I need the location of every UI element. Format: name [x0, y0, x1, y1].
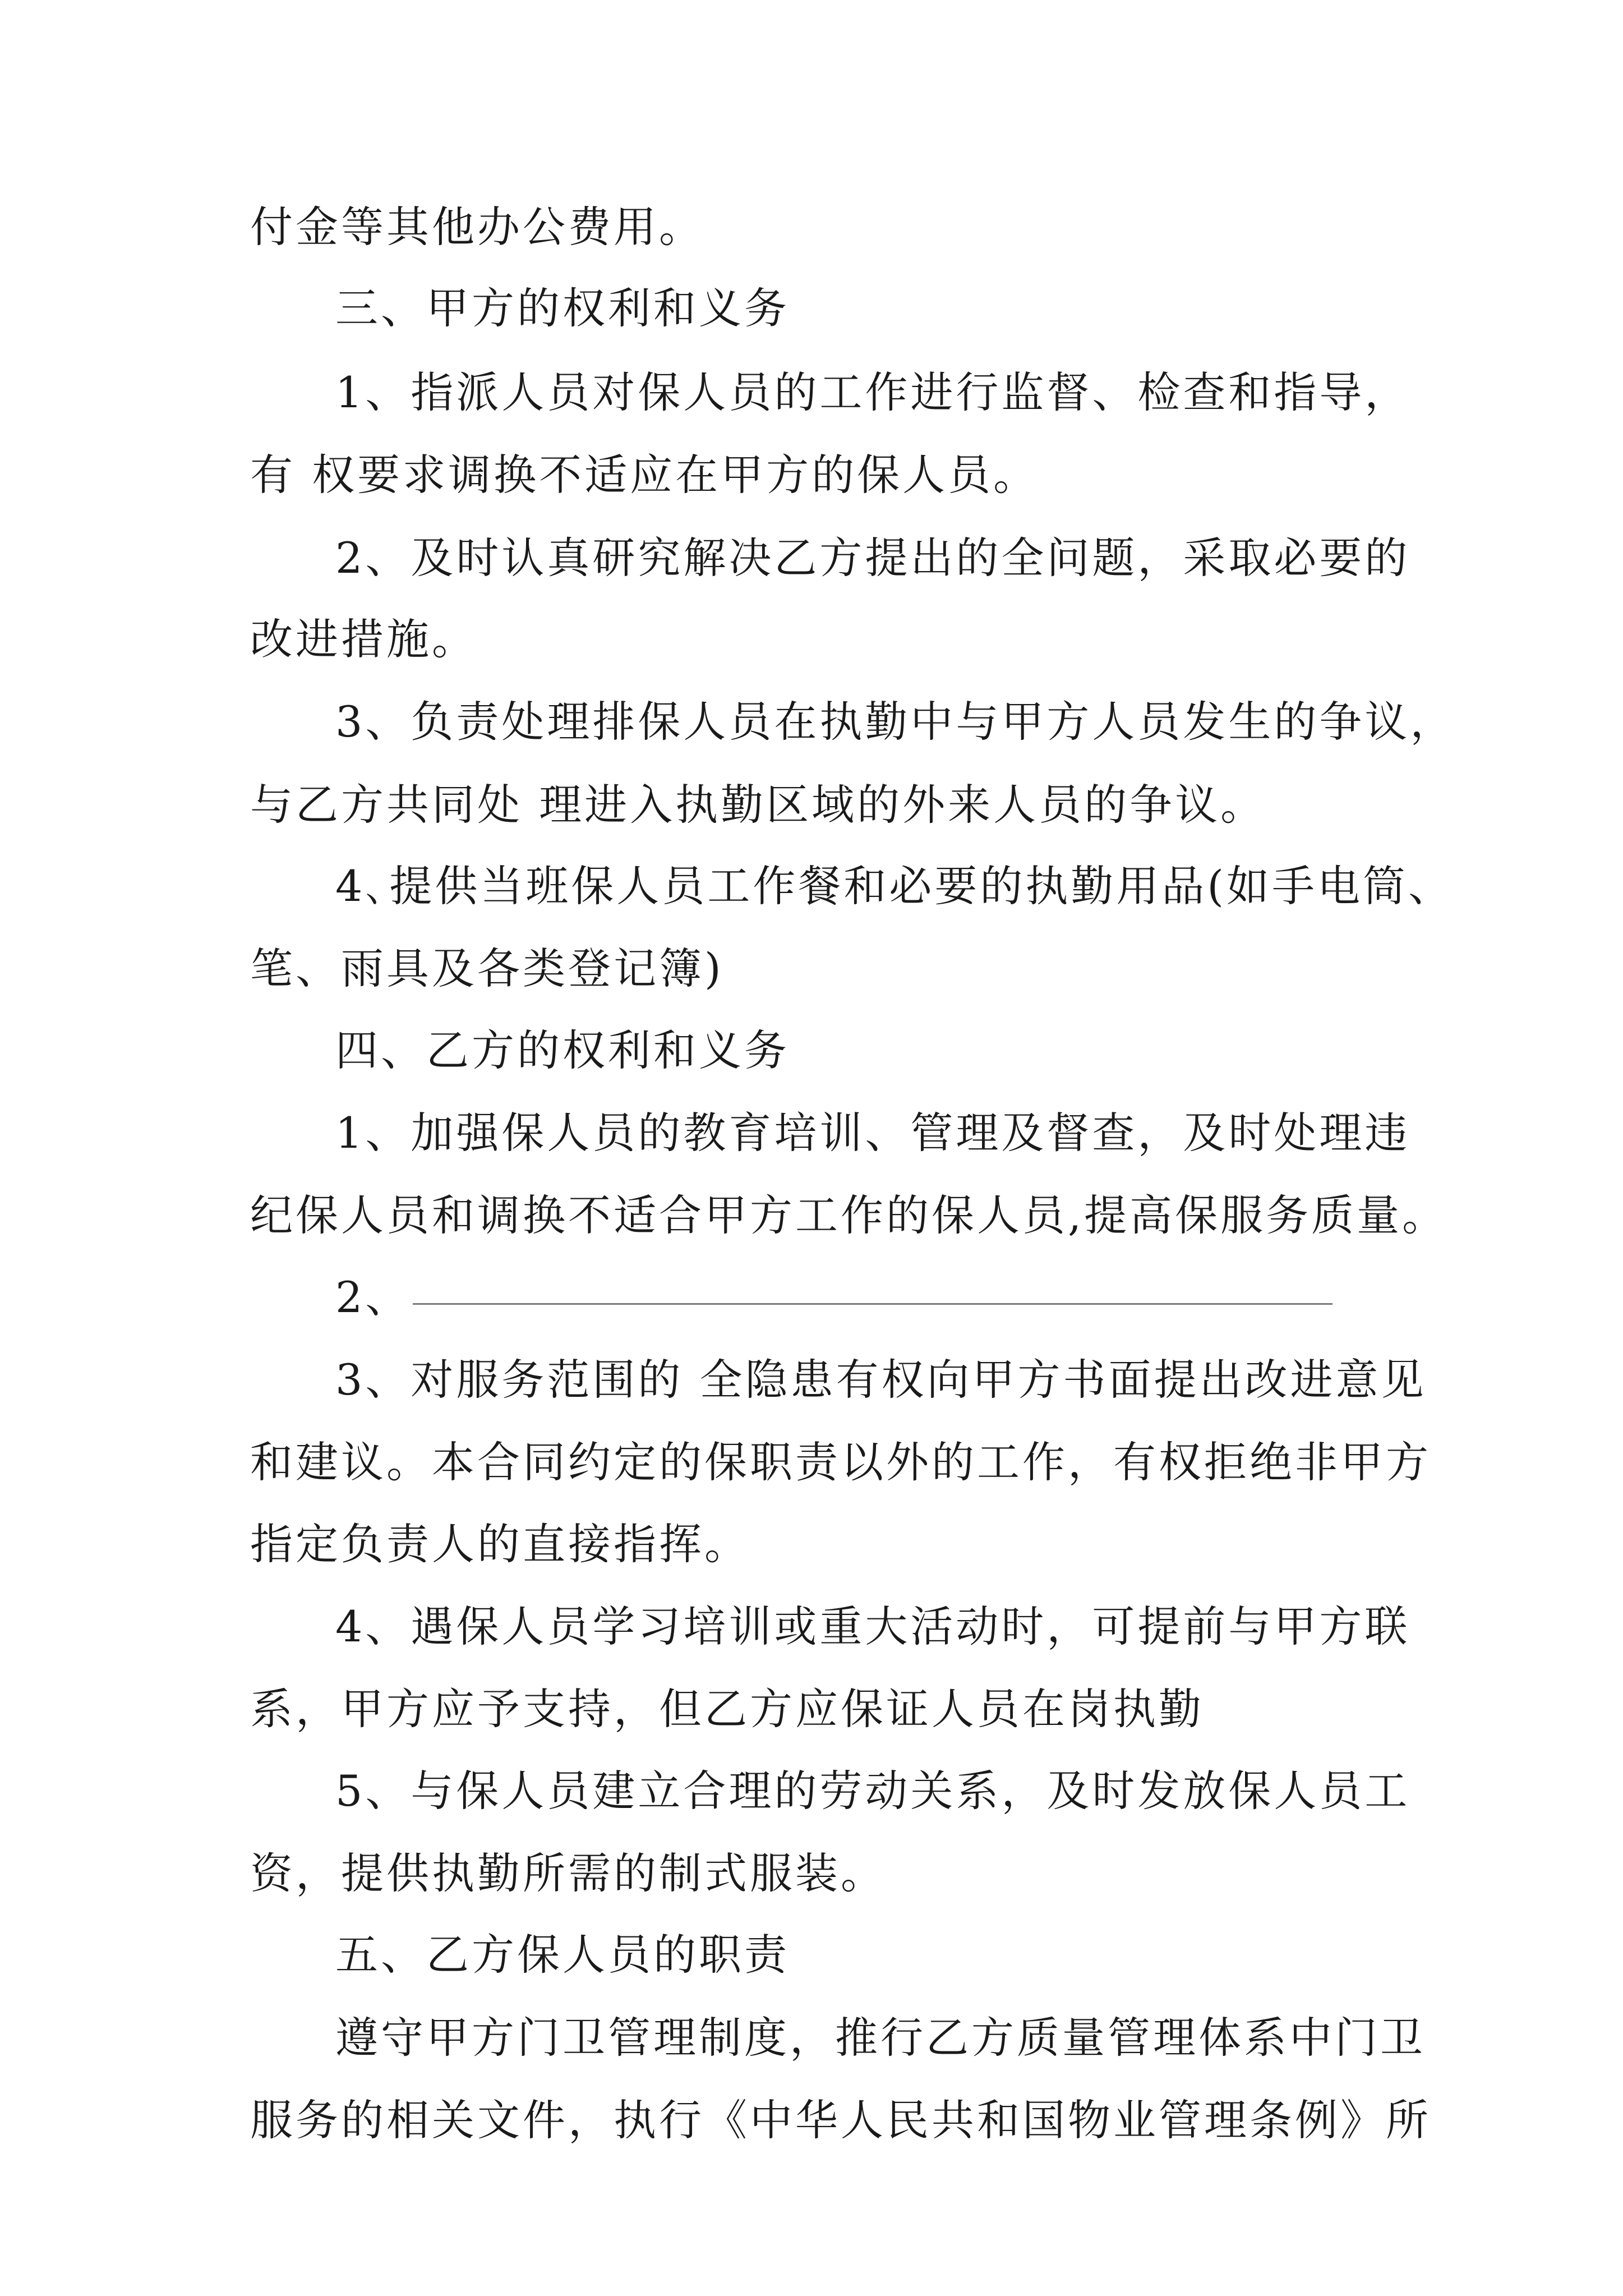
paragraph-line: 纪保人员和调换不适合甲方工作的保人员,提高保服务质量。	[250, 1190, 1448, 1240]
paragraph-line: 遵守甲方门卫管理制度，推行乙方质量管理体系中门卫	[335, 2013, 1426, 2063]
paragraph-line-blank	[335, 1269, 1332, 1326]
fill-in-blank	[413, 1269, 1332, 1305]
paragraph-line: 有 权要求调换不适应在甲方的保人员。	[250, 450, 1039, 500]
paragraph-line: 3、对服务范围的 全隐患有权向甲方书面提出改进意见	[335, 1355, 1427, 1405]
paragraph-line: 4、遇保人员学习培训或重大活动时，可提前与甲方联	[335, 1602, 1410, 1651]
paragraph-line: 服务的相关文件，执行《中华人民共和国物业管理条例》所	[250, 2095, 1431, 2145]
paragraph-line: 和建议。本合同约定的保职责以外的工作，有权拒绝非甲方	[250, 1437, 1431, 1487]
paragraph-line: 2、及时认真研究解决乙方提出的全问题，采取必要的	[335, 533, 1410, 583]
item-number: 2、	[335, 1272, 411, 1322]
paragraph-line: 与乙方共同处 理进入执勤区域的外来人员的争议。	[250, 780, 1266, 830]
paragraph-line: 3、负责处理排保人员在执勤中与甲方人员发生的争议，	[335, 697, 1456, 747]
paragraph-line: 指定负责人的直接指挥。	[250, 1519, 750, 1569]
section-heading: 四、乙方的权利和义务	[335, 1025, 790, 1075]
section-heading: 五、乙方保人员的职责	[335, 1930, 790, 1980]
paragraph-line: 1、指派人员对保人员的工作进行监督、检查和指导，	[335, 367, 1410, 417]
paragraph-line: 5、与保人员建立合理的劳动关系，及时发放保人员工	[335, 1766, 1410, 1816]
paragraph-line: 改进措施。	[250, 614, 477, 664]
paragraph-line: 4､提供当班保人员工作餐和必要的执勤用品(如手电筒、	[335, 861, 1454, 911]
paragraph-line: 1、加强保人员的教育培训、管理及督查，及时处理违	[335, 1108, 1410, 1158]
section-heading: 三、甲方的权利和义务	[335, 283, 790, 333]
paragraph-line: 笔、雨具及各类登记簿)	[250, 944, 724, 993]
paragraph-line: 资，提供执勤所需的制式服装。	[250, 1848, 886, 1898]
paragraph-line: 付金等其他办公费用。	[250, 202, 704, 252]
paragraph-line: 系，甲方应予支持，但乙方应保证人员在岗执勤	[250, 1684, 1204, 1734]
